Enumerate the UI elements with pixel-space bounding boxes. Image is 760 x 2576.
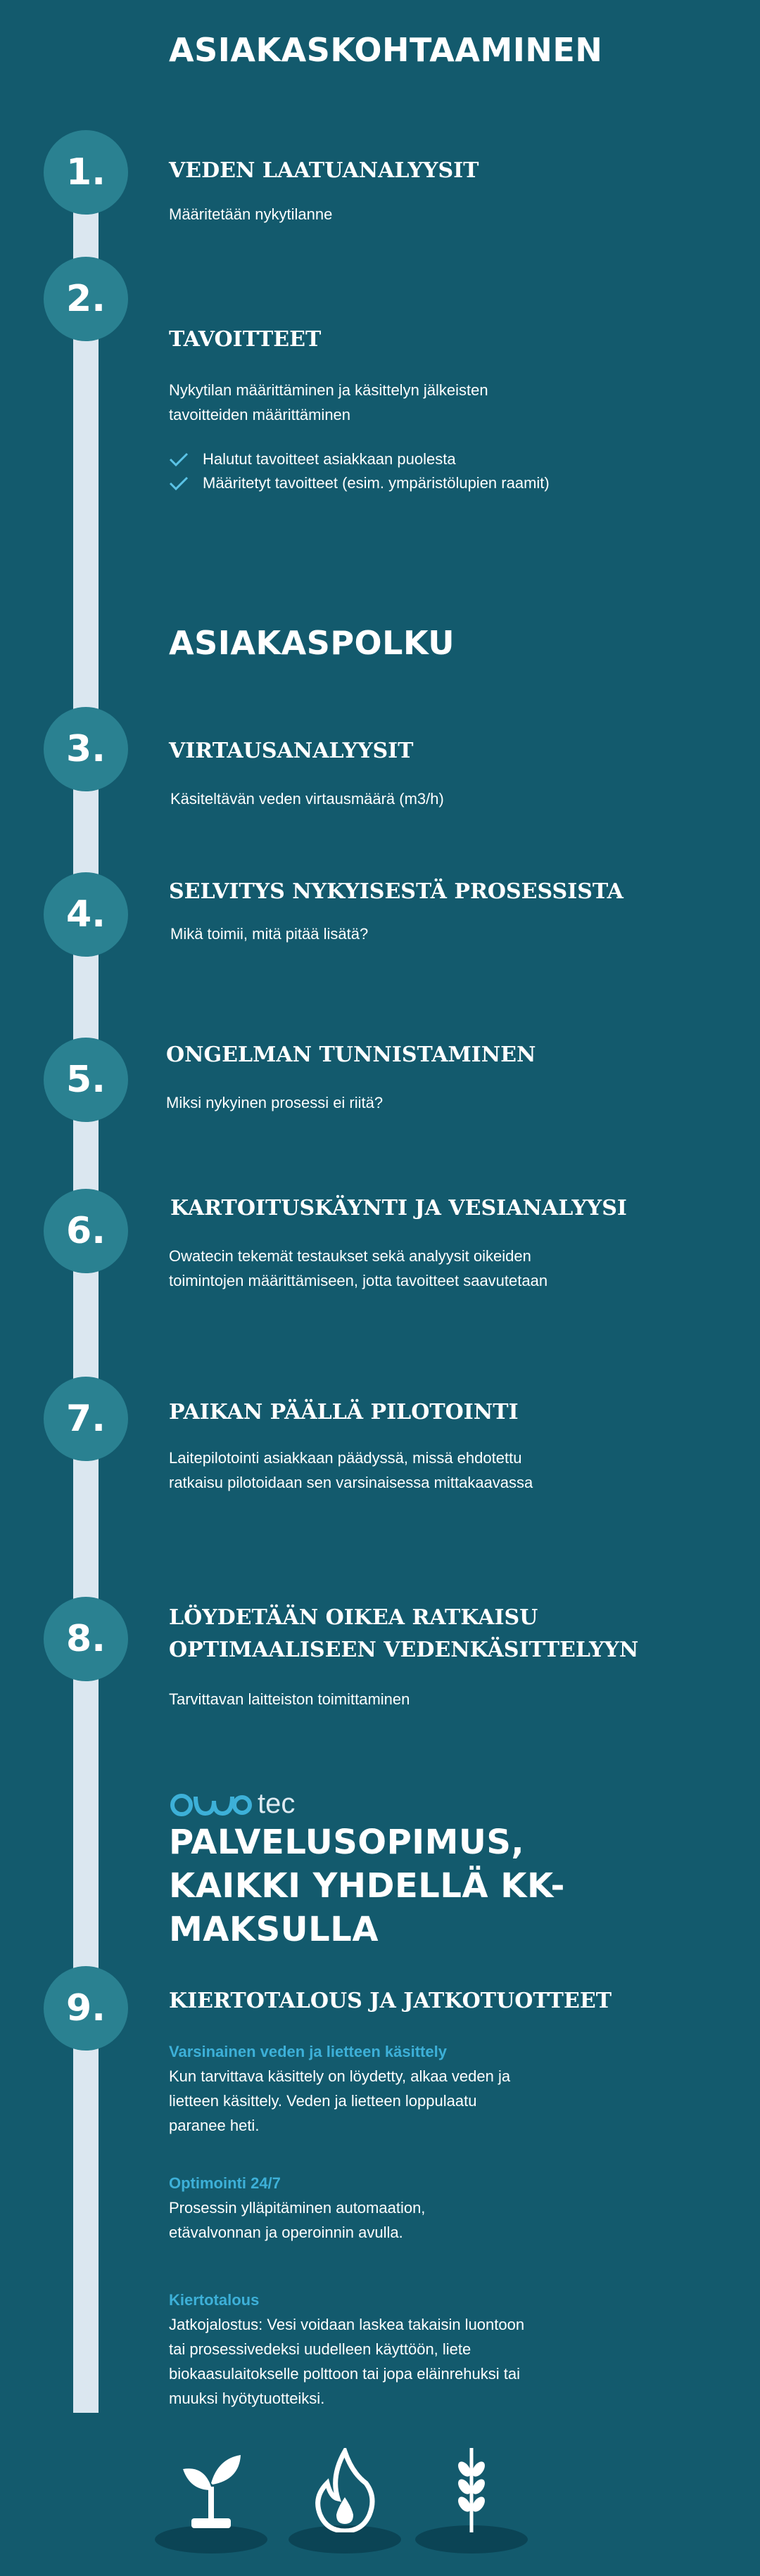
subsection-heading-optimization: Optimointi 24/7 bbox=[169, 2174, 281, 2192]
checklist-item-label: Määritetyt tavoitteet (esim. ympäristölupien raamit) bbox=[203, 474, 550, 492]
step-number-2: 2. bbox=[44, 257, 128, 341]
step-text-6: Owatecin tekemät testaukset sekä analyysit oikeiden toimintojen määrittämiseen, jotta tavoitteet saavutetaan bbox=[169, 1247, 548, 1289]
step-number-9: 9. bbox=[44, 1966, 128, 2051]
logo-suffix: tec bbox=[258, 1788, 296, 1819]
section-title-customer-encounter: ASIAKASKOHTAAMINEN bbox=[169, 31, 603, 69]
step-number-5: 5. bbox=[44, 1038, 128, 1122]
step-number-1: 1. bbox=[44, 130, 128, 215]
sprout-icon-group bbox=[155, 2448, 267, 2553]
wheat-icon-group bbox=[415, 2448, 528, 2553]
check-icon bbox=[169, 476, 189, 491]
step-number-4: 4. bbox=[44, 872, 128, 957]
section-title-service-agreement: PALVELUSOPIMUS, KAIKKI YHDELLÄ KK-MAKSULLA bbox=[169, 1823, 565, 1949]
step-number-3: 3. bbox=[44, 707, 128, 791]
step-title-3: VIRTAUSANALYYSIT bbox=[169, 739, 414, 763]
step-text-8: Tarvittavan laitteiston toimittaminen bbox=[169, 1690, 410, 1708]
step-text-4: Mikä toimii, mitä pitää lisätä? bbox=[170, 925, 369, 943]
step-text-2: Nykytilan määrittäminen ja käsittelyn jälkeisten tavoitteiden määrittäminen bbox=[169, 381, 488, 423]
step-title-9: KIERTOTALOUS JA JATKOTUOTTEET bbox=[169, 1989, 612, 2013]
subsection-heading-treatment: Varsinainen veden ja lietteen käsittely bbox=[169, 2043, 447, 2060]
step-number-8: 8. bbox=[44, 1597, 128, 1681]
subsection-text-circular-economy: Jatkojalostus: Vesi voidaan laskea takaisin luontoon tai prosessivedeksi uudelleen käyttöön, liete biokaasulaitokselle polttoon tai jopa eläinrehuksi tai muuksi hyötytuotteiksi. bbox=[169, 2316, 525, 2407]
step-number-6: 6. bbox=[44, 1189, 128, 1273]
step-title-2: TAVOITTEET bbox=[169, 327, 322, 352]
step-text-1: Määritetään nykytilanne bbox=[169, 205, 333, 223]
sprout-icon bbox=[176, 2448, 246, 2532]
checklist-item-label: Halutut tavoitteet asiakkaan puolesta bbox=[203, 450, 456, 468]
owa-logo-mark-icon bbox=[169, 1790, 253, 1818]
check-icon bbox=[169, 452, 189, 467]
flame-icon-group bbox=[289, 2448, 401, 2553]
step-title-8: LÖYDETÄÄN OIKEA RATKAISU OPTIMAALISEEN VEDENKÄSITTELYYN bbox=[169, 1605, 639, 1662]
step-title-7: PAIKAN PÄÄLLÄ PILOTOINTI bbox=[169, 1400, 519, 1424]
goals-checklist bbox=[169, 447, 550, 495]
step-title-4: SELVITYS NYKYISESTÄ PROSESSISTA bbox=[169, 879, 623, 904]
owatec-logo bbox=[169, 1787, 295, 1821]
subsection-text-optimization: Prosessin ylläpitäminen automaation, etävalvonnan ja operoinnin avulla. bbox=[169, 2199, 426, 2241]
checklist-item bbox=[169, 471, 550, 495]
step-text-3: Käsiteltävän veden virtausmäärä (m3/h) bbox=[170, 790, 444, 808]
checklist-item bbox=[169, 447, 550, 471]
section-title-customer-path: ASIAKASPOLKU bbox=[169, 624, 455, 662]
subsection-text-treatment: Kun tarvittava käsittely on löydetty, alkaa veden ja lietteen käsittely. Veden ja lietteen loppulaatu paranee heti. bbox=[169, 2067, 511, 2134]
step-number-7: 7. bbox=[44, 1377, 128, 1461]
timeline-line bbox=[73, 176, 99, 2413]
wheat-icon bbox=[436, 2448, 507, 2532]
step-text-5: Miksi nykyinen prosessi ei riitä? bbox=[166, 1094, 384, 1111]
step-text-7: Laitepilotointi asiakkaan päädyssä, missä ehdotettu ratkaisu pilotoidaan sen varsinaisessa mittakaavassa bbox=[169, 1449, 533, 1491]
subsection-heading-circular-economy: Kiertotalous bbox=[169, 2291, 260, 2309]
step-title-5: ONGELMAN TUNNISTAMINEN bbox=[166, 1042, 536, 1067]
step-title-6: KARTOITUSKÄYNTI JA VESIANALYYSI bbox=[170, 1196, 627, 1220]
flame-icon bbox=[310, 2448, 380, 2532]
step-title-1: VEDEN LAATUANALYYSIT bbox=[169, 158, 479, 183]
